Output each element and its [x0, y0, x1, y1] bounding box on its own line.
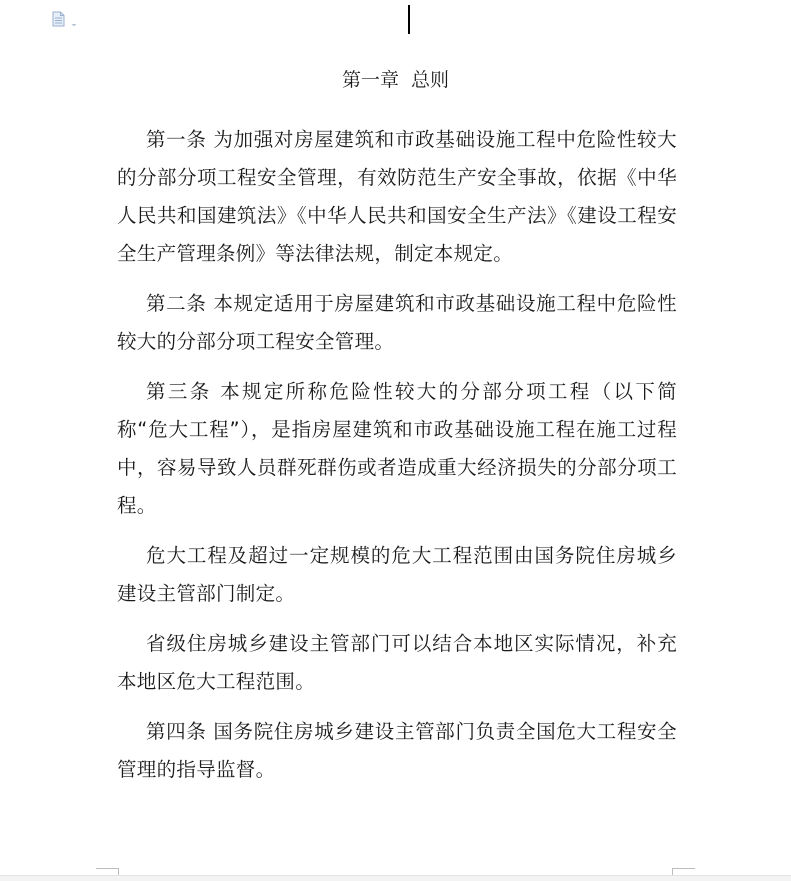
document-icon[interactable]: [52, 11, 66, 27]
paragraph-provincial: 省级住房城乡建设主管部门可以结合本地区实际情况，补充本地区危大工程范围。: [117, 632, 677, 693]
paragraph-article-4: 第四条 国务院住房城乡建设主管部门负责全国危大工程安全管理的指导监督。: [117, 720, 677, 781]
text-cursor: [408, 5, 410, 34]
chapter-title: 第一章 总则: [341, 69, 450, 91]
page-break-bar: [0, 875, 791, 881]
paragraph-scope: 危大工程及超过一定规模的危大工程范围由国务院住房城乡建设主管部门制定。: [117, 544, 677, 605]
paragraph-article-1: 第一条 为加强对房屋建筑和市政基础设施工程中危险性较大的分部分项工程安全管理，有效防范生产安全事故，依据《中华人民共和国建筑法》《中华人民共和国安全生产法》《建设工程安全生产管理条例》等法律法规，制定本规定。: [117, 128, 677, 265]
document-body[interactable]: [117, 121, 677, 801]
paragraph-article-2: 第二条 本规定适用于房屋建筑和市政基础设施工程中危险性较大的分部分项工程安全管理。: [117, 292, 677, 353]
paragraph-article-3: 第三条 本规定所称危险性较大的分部分项工程（以下简称“危大工程”），是指房屋建筑和市政基础设施工程在施工过程中，容易导致人员群死群伤或者造成重大经济损失的分部分项工程。: [117, 380, 677, 517]
chevron-down-icon[interactable]: [70, 14, 78, 22]
